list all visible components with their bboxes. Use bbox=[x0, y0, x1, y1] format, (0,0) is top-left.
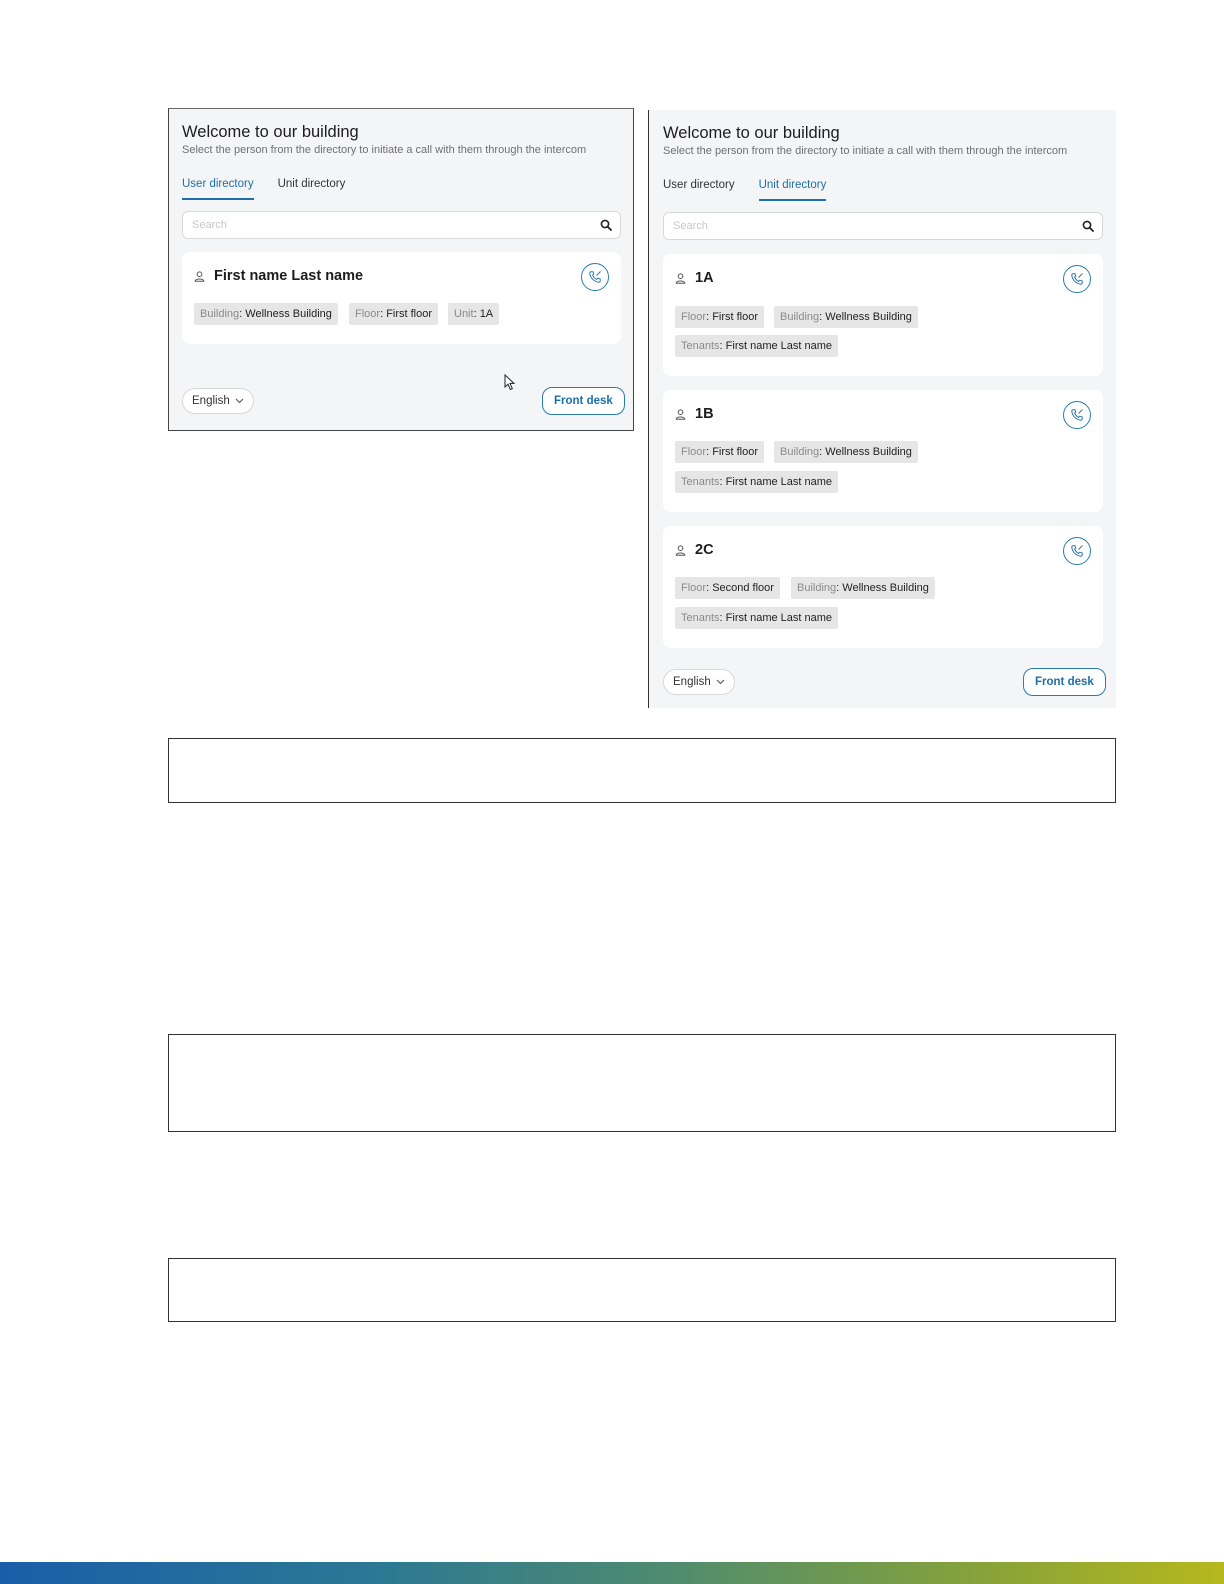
call-button[interactable] bbox=[1063, 537, 1091, 565]
panel-title: Welcome to our building bbox=[663, 124, 840, 142]
phone-icon bbox=[1070, 544, 1084, 558]
tab-user-directory[interactable]: User directory bbox=[182, 176, 254, 200]
panel-subtitle: Select the person from the directory to initiate a call with them through the intercom bbox=[663, 145, 1068, 157]
tag-floor: Floor: Second floor bbox=[675, 577, 780, 599]
mouse-cursor-icon bbox=[504, 374, 516, 391]
unit-card bbox=[663, 390, 1103, 512]
tag-tenants: Tenants: First name Last name bbox=[675, 607, 838, 629]
unit-name: 1A bbox=[695, 270, 714, 286]
tag-building: Building: Wellness Building bbox=[791, 577, 935, 599]
directory-tabs bbox=[663, 177, 826, 201]
person-icon bbox=[194, 271, 205, 282]
user-card bbox=[182, 252, 621, 344]
panel-title: Welcome to our building bbox=[182, 123, 359, 141]
person-icon bbox=[675, 545, 686, 556]
tab-unit-directory[interactable]: Unit directory bbox=[277, 178, 346, 190]
tag-unit: Unit: 1A bbox=[448, 303, 499, 325]
front-desk-button[interactable]: Front desk bbox=[1023, 668, 1106, 696]
tag-building: Building: Wellness Building bbox=[194, 303, 338, 325]
unit-name: 1B bbox=[695, 406, 714, 422]
search-box bbox=[182, 211, 621, 239]
tab-unit-directory[interactable]: Unit directory bbox=[759, 177, 827, 201]
search-icon[interactable] bbox=[600, 219, 612, 231]
tag-building: Building: Wellness Building bbox=[774, 441, 918, 463]
chevron-down-icon bbox=[235, 398, 244, 404]
unit-directory-panel bbox=[648, 110, 1116, 708]
tab-user-directory[interactable]: User directory bbox=[663, 179, 735, 191]
language-label: English bbox=[673, 676, 711, 688]
unit-card bbox=[663, 254, 1103, 376]
tag-floor: Floor: First floor bbox=[675, 306, 764, 328]
empty-note-box bbox=[168, 738, 1116, 803]
phone-icon bbox=[588, 270, 602, 284]
chevron-down-icon bbox=[716, 679, 725, 685]
call-button[interactable] bbox=[1063, 401, 1091, 429]
search-icon[interactable] bbox=[1082, 220, 1094, 232]
call-button[interactable] bbox=[581, 263, 609, 291]
call-button[interactable] bbox=[1063, 265, 1091, 293]
search-box bbox=[663, 212, 1103, 240]
person-icon bbox=[675, 409, 686, 420]
user-name: First name Last name bbox=[214, 268, 364, 284]
tag-tenants: Tenants: First name Last name bbox=[675, 471, 838, 493]
person-icon bbox=[675, 273, 686, 284]
phone-icon bbox=[1070, 272, 1084, 286]
tag-floor: Floor: First floor bbox=[349, 303, 438, 325]
empty-note-box bbox=[168, 1034, 1116, 1132]
phone-icon bbox=[1070, 408, 1084, 422]
language-select[interactable] bbox=[182, 388, 254, 414]
unit-card bbox=[663, 526, 1103, 648]
footer-gradient-bar bbox=[0, 1562, 1224, 1584]
unit-name: 2C bbox=[695, 542, 714, 558]
search-input[interactable] bbox=[183, 212, 620, 238]
directory-tabs bbox=[182, 176, 345, 200]
language-select[interactable] bbox=[663, 669, 735, 695]
front-desk-button[interactable]: Front desk bbox=[542, 387, 625, 415]
tag-floor: Floor: First floor bbox=[675, 441, 764, 463]
user-directory-panel bbox=[168, 108, 634, 431]
empty-note-box bbox=[168, 1258, 1116, 1322]
tag-building: Building: Wellness Building bbox=[774, 306, 918, 328]
search-input[interactable] bbox=[664, 213, 1102, 239]
tag-tenants: Tenants: First name Last name bbox=[675, 335, 838, 357]
language-label: English bbox=[192, 395, 230, 407]
panel-subtitle: Select the person from the directory to initiate a call with them through the intercom bbox=[182, 144, 587, 156]
